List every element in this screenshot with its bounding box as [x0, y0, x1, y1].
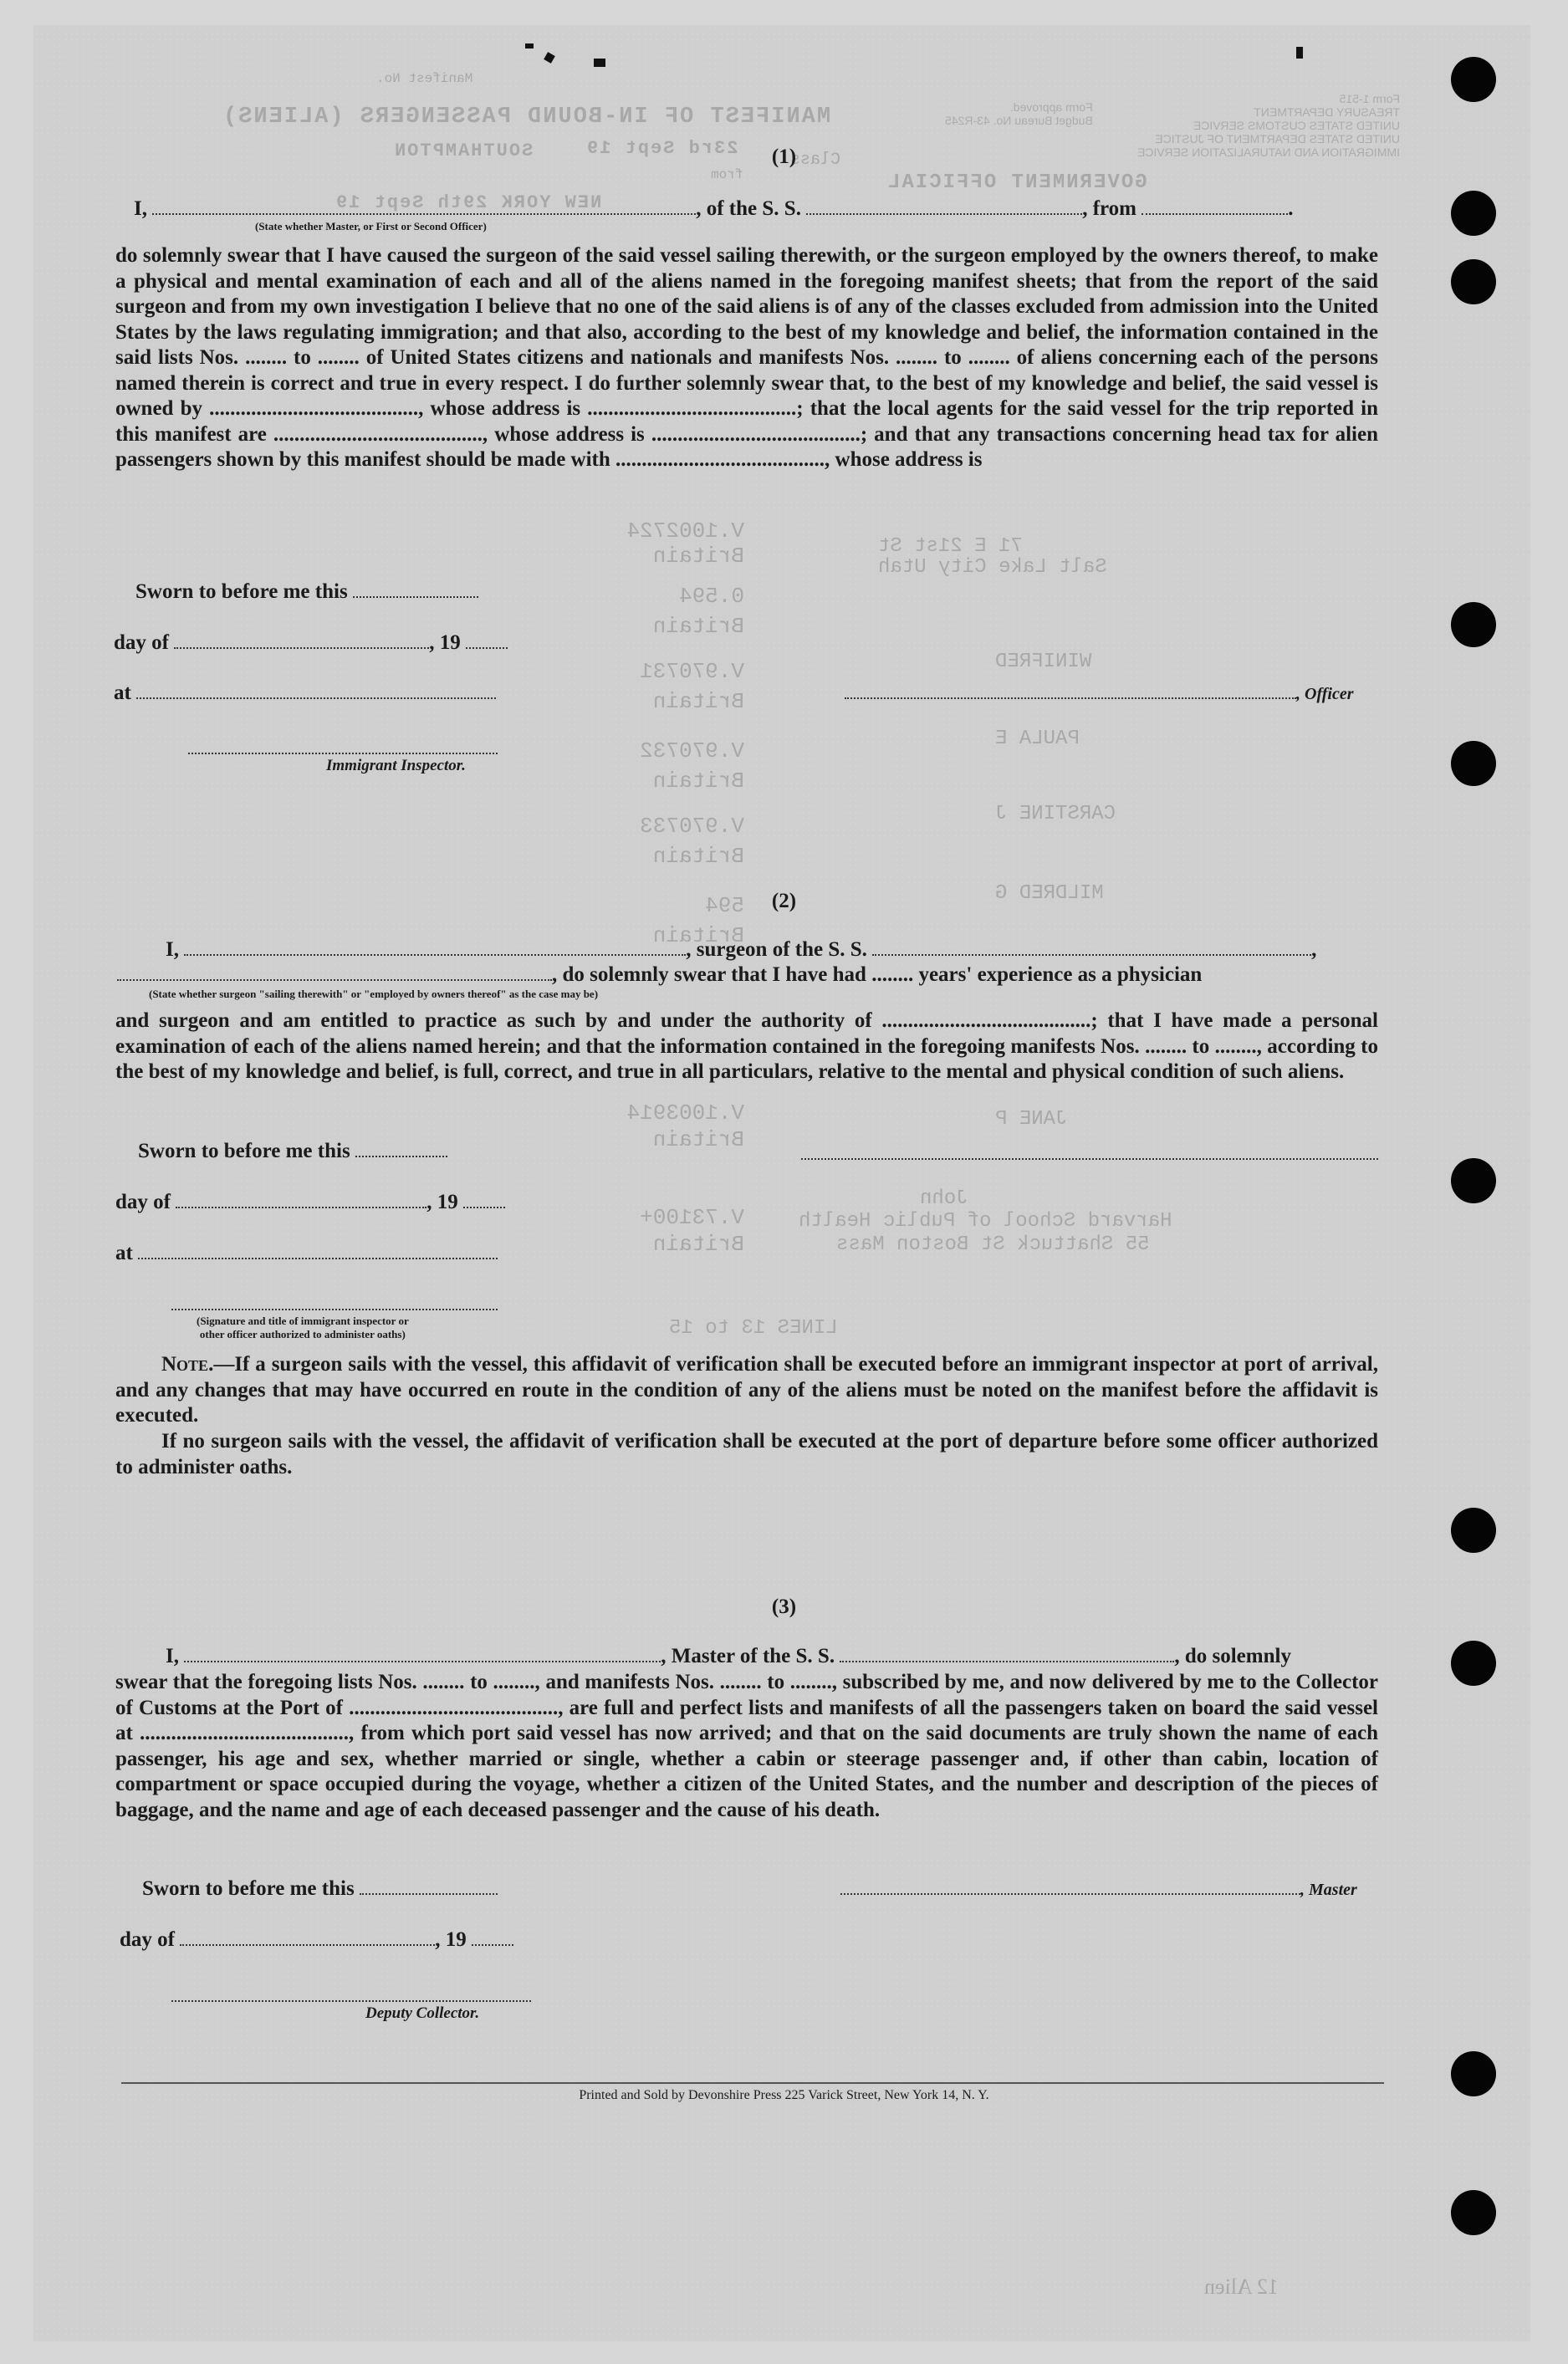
- sworn-label: Sworn to before me this: [142, 1877, 355, 1900]
- bleed-ship: GOVERNMENT OFFICIAL: [886, 171, 1147, 194]
- bleed-passport: V.1002724 Britain: [626, 518, 744, 569]
- officer-label: , Officer: [1296, 685, 1354, 703]
- punch-hole: [1451, 602, 1496, 647]
- punch-hole: [1451, 57, 1496, 102]
- bleed-passport: 0.594 Britain: [652, 584, 744, 639]
- section-3-paragraph: swear that the foregoing lists Nos. ........ to ........, and manifests Nos. ........ to ........, subscribed by me, and now delivered by me to the Collector of Customs at the Port of ........................................, are full and perfect lists and manifests of all the passengers taken on board the said vessel at ........................................, from which port said vessel has now arrived; and that on the said documents are truly shown the name of each passenger, his age and sex, whether married or single, whether a cabin or steerage passenger and, if other than cabin, location of compartment or space occupied during the voyage, whether a citizen of the United States, and the number and description of the pieces of baggage, and the name and age of each deceased passenger and the cause of his death.: [115, 1671, 1378, 1821]
- printer-footer: Printed and Sold by Devonshire Press 225 Varick Street, New York 14, N. Y.: [579, 2088, 989, 2102]
- surgeon-ship-blank: [872, 954, 1311, 956]
- deputy-signature-line: [171, 2000, 531, 2002]
- section-3-day: [120, 1928, 513, 1952]
- footer-rule: [121, 2082, 1384, 2084]
- section-1-line-1: I, , of the S. S. , from .: [134, 197, 1294, 220]
- surgeon-status-blank: [117, 979, 552, 981]
- note-text-2: If no surgeon sails with the vessel, the affidavit of verification shall be executed at the port of departure before some officer authorized to administer oaths.: [115, 1430, 1378, 1478]
- section-2-line-1: I, , surgeon of the S. S. ,: [166, 938, 1317, 961]
- section-3-number: (3): [771, 1596, 797, 1618]
- at-blank: [138, 1258, 498, 1259]
- officer-title-blank: [152, 213, 696, 215]
- at-blank: [136, 697, 496, 699]
- section-1-day: [114, 631, 508, 655]
- bleed-name: PAULA E: [995, 728, 1080, 750]
- year-label: , 19: [435, 1928, 467, 1951]
- punch-hole: [1451, 191, 1496, 236]
- day-of-blank: [180, 1944, 435, 1946]
- sworn-blank: [353, 596, 478, 598]
- sworn-blank: [360, 1893, 498, 1895]
- section-2-prefix: I,: [166, 938, 179, 961]
- experience-label: , do solemnly swear that I have had ........ years' experience as a physician: [552, 963, 1203, 986]
- ship-name-blank: [806, 213, 1082, 215]
- section-2-day: [115, 1191, 505, 1214]
- master-ship-label: , Master of the S. S.: [661, 1645, 835, 1667]
- bleed-passport: 594 Britain: [652, 893, 744, 948]
- day-of-label: day of: [120, 1928, 175, 1951]
- note-text-1: —If a surgeon sails with the vessel, this affidavit of verification shall be executed before an immigrant inspector at port of arrival, and any changes that may have occurred en route in the condition of any of the aliens must be noted on the manifest before the affidavit is executed.: [115, 1353, 1378, 1427]
- scan-mark: [1296, 47, 1303, 59]
- bleed-budget: Form approved. Budget Bureau No. 43-R245: [945, 100, 1093, 127]
- section-1-number: (1): [771, 146, 797, 168]
- bleed-passport: V.970733 Britain: [640, 814, 744, 869]
- from-port-blank: [1142, 213, 1288, 215]
- section-3-master: [840, 1877, 1357, 1901]
- punch-hole: [1451, 259, 1496, 304]
- bleed-header-date: 23rd Sept 19: [585, 138, 738, 159]
- day-of-blank: [176, 1207, 426, 1208]
- day-of-label: day of: [115, 1191, 171, 1213]
- master-ship-blank: [840, 1661, 1174, 1662]
- note-paragraph-1: [115, 1352, 1378, 1429]
- bleed-name: JANE P: [995, 1108, 1068, 1131]
- section-1-ship-label: , of the S. S.: [696, 197, 801, 220]
- punch-hole: [1451, 741, 1496, 786]
- scan-mark: [594, 59, 605, 67]
- section-1-caption: (State whether Master, or First or Second Officer): [255, 220, 487, 232]
- at-label: at: [115, 1242, 133, 1264]
- signature-caption: (Signature and title of immigrant inspector or other officer authorized to administer oaths): [197, 1315, 409, 1340]
- surgeon-signature-line: [801, 1158, 1378, 1160]
- bleed-right-header: Form 1-515 TREASURY DEPARTMENT UNITED STATES CUSTOMS SERVICE UNITED STATES DEPARTMENT OF JUSTICE IMMIGRATION AND NATURALIZATION SERVICE: [1137, 92, 1400, 159]
- do-solemnly-label: , do solemnly: [1174, 1645, 1291, 1667]
- section-1-sworn: [135, 580, 478, 604]
- punch-hole: [1451, 1641, 1496, 1686]
- section-2-caption: (State whether surgeon "sailing therewith" or "employed by owners thereof" as the case may be): [149, 988, 599, 1000]
- immigrant-inspector-label: Immigrant Inspector.: [326, 757, 466, 774]
- bleed-address: Salt Lake City Utah: [878, 556, 1107, 579]
- bleed-lines-note: LINES 13 to 15: [669, 1317, 838, 1340]
- bleed-bottom-right: 12 Alien: [1204, 2275, 1279, 2299]
- punch-hole: [1451, 1508, 1496, 1553]
- note-label: Note.: [161, 1353, 214, 1376]
- bleed-passport: V.970731 Britain: [640, 659, 744, 714]
- section-1-prefix: I,: [134, 197, 147, 220]
- officer-blank: [845, 697, 1296, 699]
- bleed-passport: V.1003914 Britain: [626, 1100, 744, 1152]
- year-blank: [466, 647, 508, 649]
- year-blank: [472, 1944, 513, 1946]
- bleed-name: WINIFRED: [995, 651, 1092, 673]
- section-1-at: [114, 682, 496, 705]
- bleed-address: Harvard School of Public Health: [799, 1210, 1172, 1233]
- bleed-manifest-no: Manifest No.: [376, 71, 473, 86]
- year-label: , 19: [426, 1191, 458, 1213]
- scan-mark: [525, 43, 534, 49]
- bleed-name: MILDRED G: [995, 882, 1104, 905]
- bleed-passport: V.970732 Britain: [640, 738, 744, 794]
- inspector-signature-line: [188, 753, 498, 754]
- scan-mark: [544, 52, 555, 64]
- year-label: , 19: [429, 631, 461, 654]
- bleed-from: from: [711, 167, 743, 182]
- bleed-header-arrival: NEW YORK 29th Sept 19: [335, 192, 602, 213]
- sworn-label: Sworn to before me this: [138, 1140, 350, 1162]
- section-1-paragraph: do solemnly swear that I have caused the surgeon of the said vessel sailing therewith, or the surgeon employed by the owners thereof, to make a physical and mental examination of each and all of the aliens named in the foregoing manifest sheets; that from the report of the said surgeon and from my own investigation I believe that no one of the said aliens is of any of the classes excluded from admission into the United States by the laws regulating immigration; and that also, according to the best of my knowledge and belief, the information contained in the said lists Nos. ........ to ........ of United States citizens and nationals and manifests Nos. ........ to ........ of aliens concerning each of the persons named therein is correct and true in every respect. I do further solemnly swear that, to the best of my knowledge and belief, the said vessel is owned by ........................................, whose address is ........................................; that the local agents for the said vessel for the trip reported in this manifest are ........................................, whose address is ........................................; and that any transactions concerning head tax for alien passengers shown by this manifest should be made with ........................................, whose address is: [115, 244, 1378, 471]
- oath-officer-signature-line: [171, 1309, 498, 1310]
- section-1-officer: [845, 682, 1354, 705]
- section-2-paragraph: and surgeon and am entitled to practice as such by and under the authority of ........................................; that I have made a personal examination of each of the aliens named herein; and that the information contained in the foregoing manifests Nos. ........ to ........, according to the best of my knowledge and belief, is full, correct, and true in all particulars, relative to the mental and physical condition of such aliens.: [115, 1009, 1378, 1083]
- year-blank: [463, 1207, 505, 1208]
- note-paragraph-2: [115, 1429, 1378, 1480]
- section-2-at: [115, 1242, 498, 1265]
- surgeon-ship-label: , surgeon of the S. S.: [686, 938, 867, 961]
- bleed-name: CARSTINE J: [995, 803, 1116, 825]
- sworn-blank: [355, 1156, 447, 1157]
- bleed-header-port: SOUTHAMPTON: [393, 140, 534, 161]
- surgeon-name-blank: [184, 954, 686, 956]
- bleed-address: 71 E 21st St: [878, 535, 1023, 558]
- master-name-blank: [184, 1661, 661, 1662]
- section-3-prefix: I,: [166, 1645, 179, 1667]
- punch-hole: [1451, 1158, 1496, 1203]
- bleed-class: Class: [790, 151, 841, 170]
- section-2-number: (2): [771, 890, 797, 912]
- day-of-blank: [174, 647, 429, 649]
- master-signature-blank: [840, 1893, 1300, 1895]
- deputy-collector-label: Deputy Collector.: [365, 2004, 480, 2022]
- at-label: at: [114, 682, 131, 704]
- section-2-line-2: [117, 963, 1202, 987]
- bleed-address: 55 Shattuck St Boston Mass: [836, 1233, 1150, 1256]
- punch-hole: [1451, 2190, 1496, 2235]
- section-2-sworn: [138, 1140, 447, 1163]
- bleed-header-title: MANIFEST OF IN-BOUND PASSENGERS (ALIENS): [222, 105, 831, 130]
- sworn-label: Sworn to before me this: [135, 580, 348, 603]
- master-label: , Master: [1300, 1881, 1357, 1899]
- bleed-passport: V.73100+ Britain: [640, 1205, 744, 1257]
- bleed-address: John: [920, 1187, 968, 1210]
- day-of-label: day of: [114, 631, 169, 654]
- section-3-line-1: [166, 1645, 1291, 1668]
- section-1-from-label: , from: [1082, 197, 1136, 220]
- section-3-sworn: [142, 1877, 498, 1901]
